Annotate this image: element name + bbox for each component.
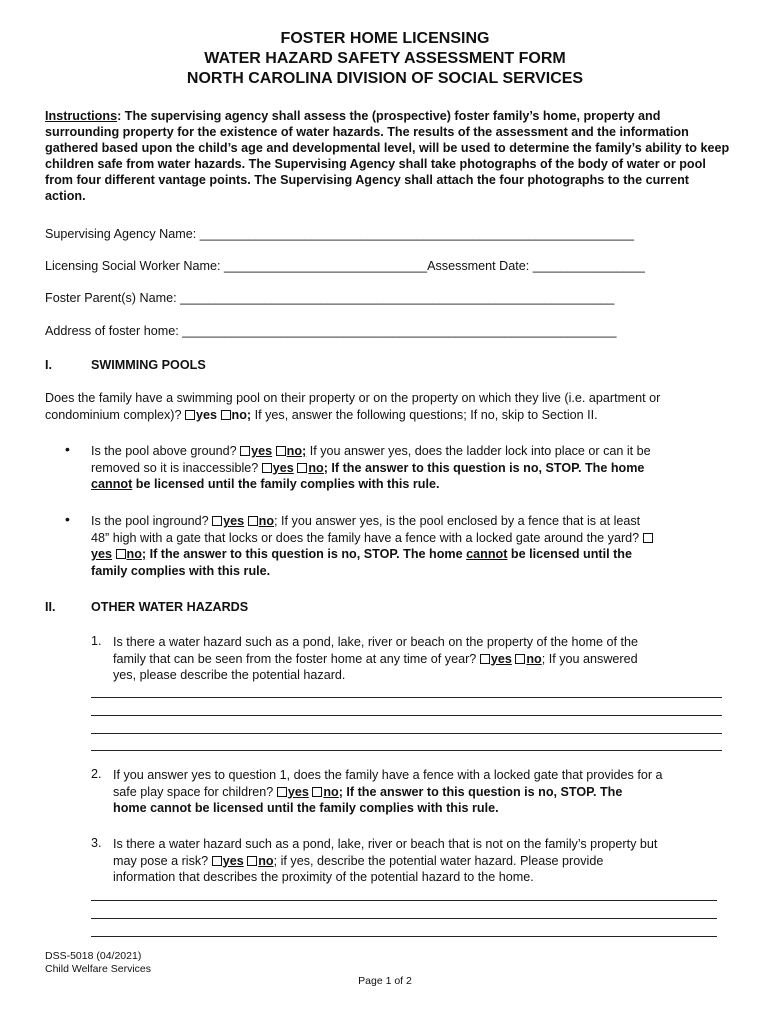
ladder-question: removed so it is inaccessible? xyxy=(91,460,259,475)
fence-cannot: cannot xyxy=(466,547,508,561)
fence-question: 48” high with a gate that locks or does the family have a fence with a locked gate around the yard? xyxy=(91,530,640,545)
question1-line2b: ; If you answered xyxy=(541,651,638,666)
section2-title: OTHER WATER HAZARDS xyxy=(91,600,249,614)
above-ground-text-2: If you answer yes, does the ladder lock into place or can it be xyxy=(306,444,651,458)
ladder-rule-text: be licensed until the family complies with this rule. xyxy=(132,477,440,491)
fence-stop-text: If the answer to this question is no, STOP. The home xyxy=(146,547,467,561)
question3-line1: Is there a water hazard such as a pond, lake, river or beach that is not on the family’s property but xyxy=(113,837,658,851)
has-pool-no-checkbox[interactable] xyxy=(221,410,231,420)
above-ground-question xyxy=(91,443,731,493)
page-number: Page 1 of 2 xyxy=(358,975,412,987)
supervising-agency-field[interactable] xyxy=(45,226,634,243)
address-label: Address of foster home: xyxy=(45,324,179,338)
q1-answer-line[interactable] xyxy=(91,750,722,751)
q1-yes-label: yes xyxy=(490,651,512,666)
worker-blank[interactable]: _____________________________ xyxy=(223,259,428,273)
date-blank[interactable]: ________________ xyxy=(532,259,645,273)
question3-line3: information that describes the proximity of the potential hazard to the home. xyxy=(113,870,534,884)
q2-no-checkbox[interactable] xyxy=(312,787,322,797)
ladder-stop-text: If the answer to this question is no, STOP. The home xyxy=(327,460,645,475)
ladder-no-label: no; xyxy=(308,460,328,475)
q3-answer-line[interactable] xyxy=(91,900,717,901)
section1-intro-line2: condominium complex)? xyxy=(45,407,182,422)
question3 xyxy=(113,836,733,886)
q3-yes-checkbox[interactable] xyxy=(212,856,222,866)
inground-text-2: ; If you answer yes, is the pool enclosed by a fence that is at least xyxy=(274,514,641,528)
inground-question xyxy=(91,513,731,579)
q1-yes-checkbox[interactable] xyxy=(480,654,490,664)
question2-rule-text: home cannot be licensed until the family complies with this rule. xyxy=(113,801,499,815)
q1-answer-line[interactable] xyxy=(91,733,722,734)
inground-yes-checkbox[interactable] xyxy=(212,516,222,526)
fence-rule-text-2: family complies with this rule. xyxy=(91,563,271,578)
section1-intro xyxy=(45,390,735,423)
bullet-icon: • xyxy=(65,441,70,457)
worker-field[interactable] xyxy=(45,258,645,275)
q2-yes-label: yes xyxy=(287,784,309,799)
above-ground-no-label: no; xyxy=(286,444,307,458)
question3-line2: may pose a risk? xyxy=(113,853,209,868)
question1 xyxy=(113,634,733,684)
above-ground-text: Is the pool above ground? xyxy=(91,444,237,458)
fence-yes-label: yes xyxy=(91,547,113,561)
inground-no-checkbox[interactable] xyxy=(248,516,258,526)
q3-no-label: no xyxy=(258,853,274,868)
form-id: DSS-5018 (04/2021) xyxy=(45,950,142,962)
footer-info xyxy=(45,950,151,976)
question2-number: 2. xyxy=(91,767,102,781)
section2-number: II. xyxy=(45,600,56,614)
ladder-yes-checkbox[interactable] xyxy=(262,463,272,473)
worker-label: Licensing Social Worker Name: xyxy=(45,259,221,273)
section1-title: SWIMMING POOLS xyxy=(91,358,206,372)
question2-line2: safe play space for children? xyxy=(113,784,274,799)
ladder-cannot: cannot xyxy=(91,477,133,491)
fence-no-label: no; xyxy=(126,547,147,561)
above-ground-yes-label: yes xyxy=(251,444,273,458)
address-blank[interactable]: ______________________________________________________________ xyxy=(182,324,617,338)
question1-line3: yes, please describe the potential hazard. xyxy=(113,668,346,682)
question2-line1: If you answer yes to question 1, does the family have a fence with a locked gate that provides for a xyxy=(113,768,663,782)
has-pool-no-label: no; xyxy=(231,407,252,422)
foster-parents-field[interactable] xyxy=(45,290,614,307)
fence-no-checkbox[interactable] xyxy=(116,549,126,559)
q2-no-label: no xyxy=(323,784,339,799)
question2 xyxy=(113,767,733,817)
instructions-text: : The supervising agency shall assess the (prospective) foster family’s home, property and surrounding property for the existence of water hazards. The results of the assessment and the information gathered based upon the child’s age and developmental level, will be used to determine the family’s ability to keep children safe from water hazards. The Supervising Agency shall take photographs of the body of water or pool from four different vantage points. The Supervising Agency shall attach the four photographs to the current action. xyxy=(45,109,730,203)
ladder-yes-label: yes xyxy=(272,460,294,475)
has-pool-yes-label: yes xyxy=(196,407,218,422)
inground-no-label: no xyxy=(258,514,275,528)
form-title-line2: WATER HAZARD SAFETY ASSESSMENT FORM xyxy=(204,50,566,67)
division-name: Child Welfare Services xyxy=(45,963,152,975)
above-ground-yes-checkbox[interactable] xyxy=(240,446,250,456)
above-ground-no-checkbox[interactable] xyxy=(276,446,286,456)
q3-no-checkbox[interactable] xyxy=(247,856,257,866)
fence-rule-text: be licensed until the xyxy=(507,547,632,561)
question1-line2: family that can be seen from the foster home at any time of year? xyxy=(113,651,477,666)
form-title-line3: NORTH CAROLINA DIVISION OF SOCIAL SERVICES xyxy=(186,70,584,87)
ladder-no-checkbox[interactable] xyxy=(297,463,307,473)
has-pool-yes-checkbox[interactable] xyxy=(185,410,195,420)
inground-yes-label: yes xyxy=(223,514,245,528)
date-label: Assessment Date: xyxy=(427,259,530,273)
question1-number: 1. xyxy=(91,634,102,648)
q1-no-checkbox[interactable] xyxy=(515,654,525,664)
bullet-icon: • xyxy=(65,511,70,527)
section1-number: I. xyxy=(45,358,52,372)
question1-line1: Is there a water hazard such as a pond, lake, river or beach on the property of the home of the xyxy=(113,635,639,649)
q3-yes-label: yes xyxy=(222,853,244,868)
agency-label: Supervising Agency Name: xyxy=(45,227,197,241)
inground-text: Is the pool inground? xyxy=(91,514,209,528)
agency-blank[interactable]: ______________________________________________________________ xyxy=(199,227,634,241)
question3-line2b: ; if yes, describe the potential water hazard. Please provide xyxy=(273,853,604,868)
form-title-line1: FOSTER HOME LICENSING xyxy=(280,30,490,47)
parents-label: Foster Parent(s) Name: xyxy=(45,291,177,305)
instructions xyxy=(45,108,730,204)
parents-blank[interactable]: ______________________________________________________________ xyxy=(180,291,615,305)
instructions-label: Instructions xyxy=(45,109,118,123)
section1-intro-line1: Does the family have a swimming pool on their property or on the property on which they live (i.e. apartment or xyxy=(45,391,661,405)
fence-yes-checkbox[interactable] xyxy=(643,533,653,543)
question2-stop-text: ; If the answer to this question is no, STOP. The xyxy=(338,784,623,799)
q2-yes-checkbox[interactable] xyxy=(277,787,287,797)
address-field[interactable] xyxy=(45,323,616,340)
section1-intro-tail: If yes, answer the following questions; If no, skip to Section II. xyxy=(251,407,598,422)
q3-answer-line[interactable] xyxy=(91,936,717,937)
q1-answer-line[interactable] xyxy=(91,697,722,698)
q1-answer-line[interactable] xyxy=(91,715,722,716)
q1-no-label: no xyxy=(526,651,542,666)
q3-answer-line[interactable] xyxy=(91,918,717,919)
question3-number: 3. xyxy=(91,836,102,850)
